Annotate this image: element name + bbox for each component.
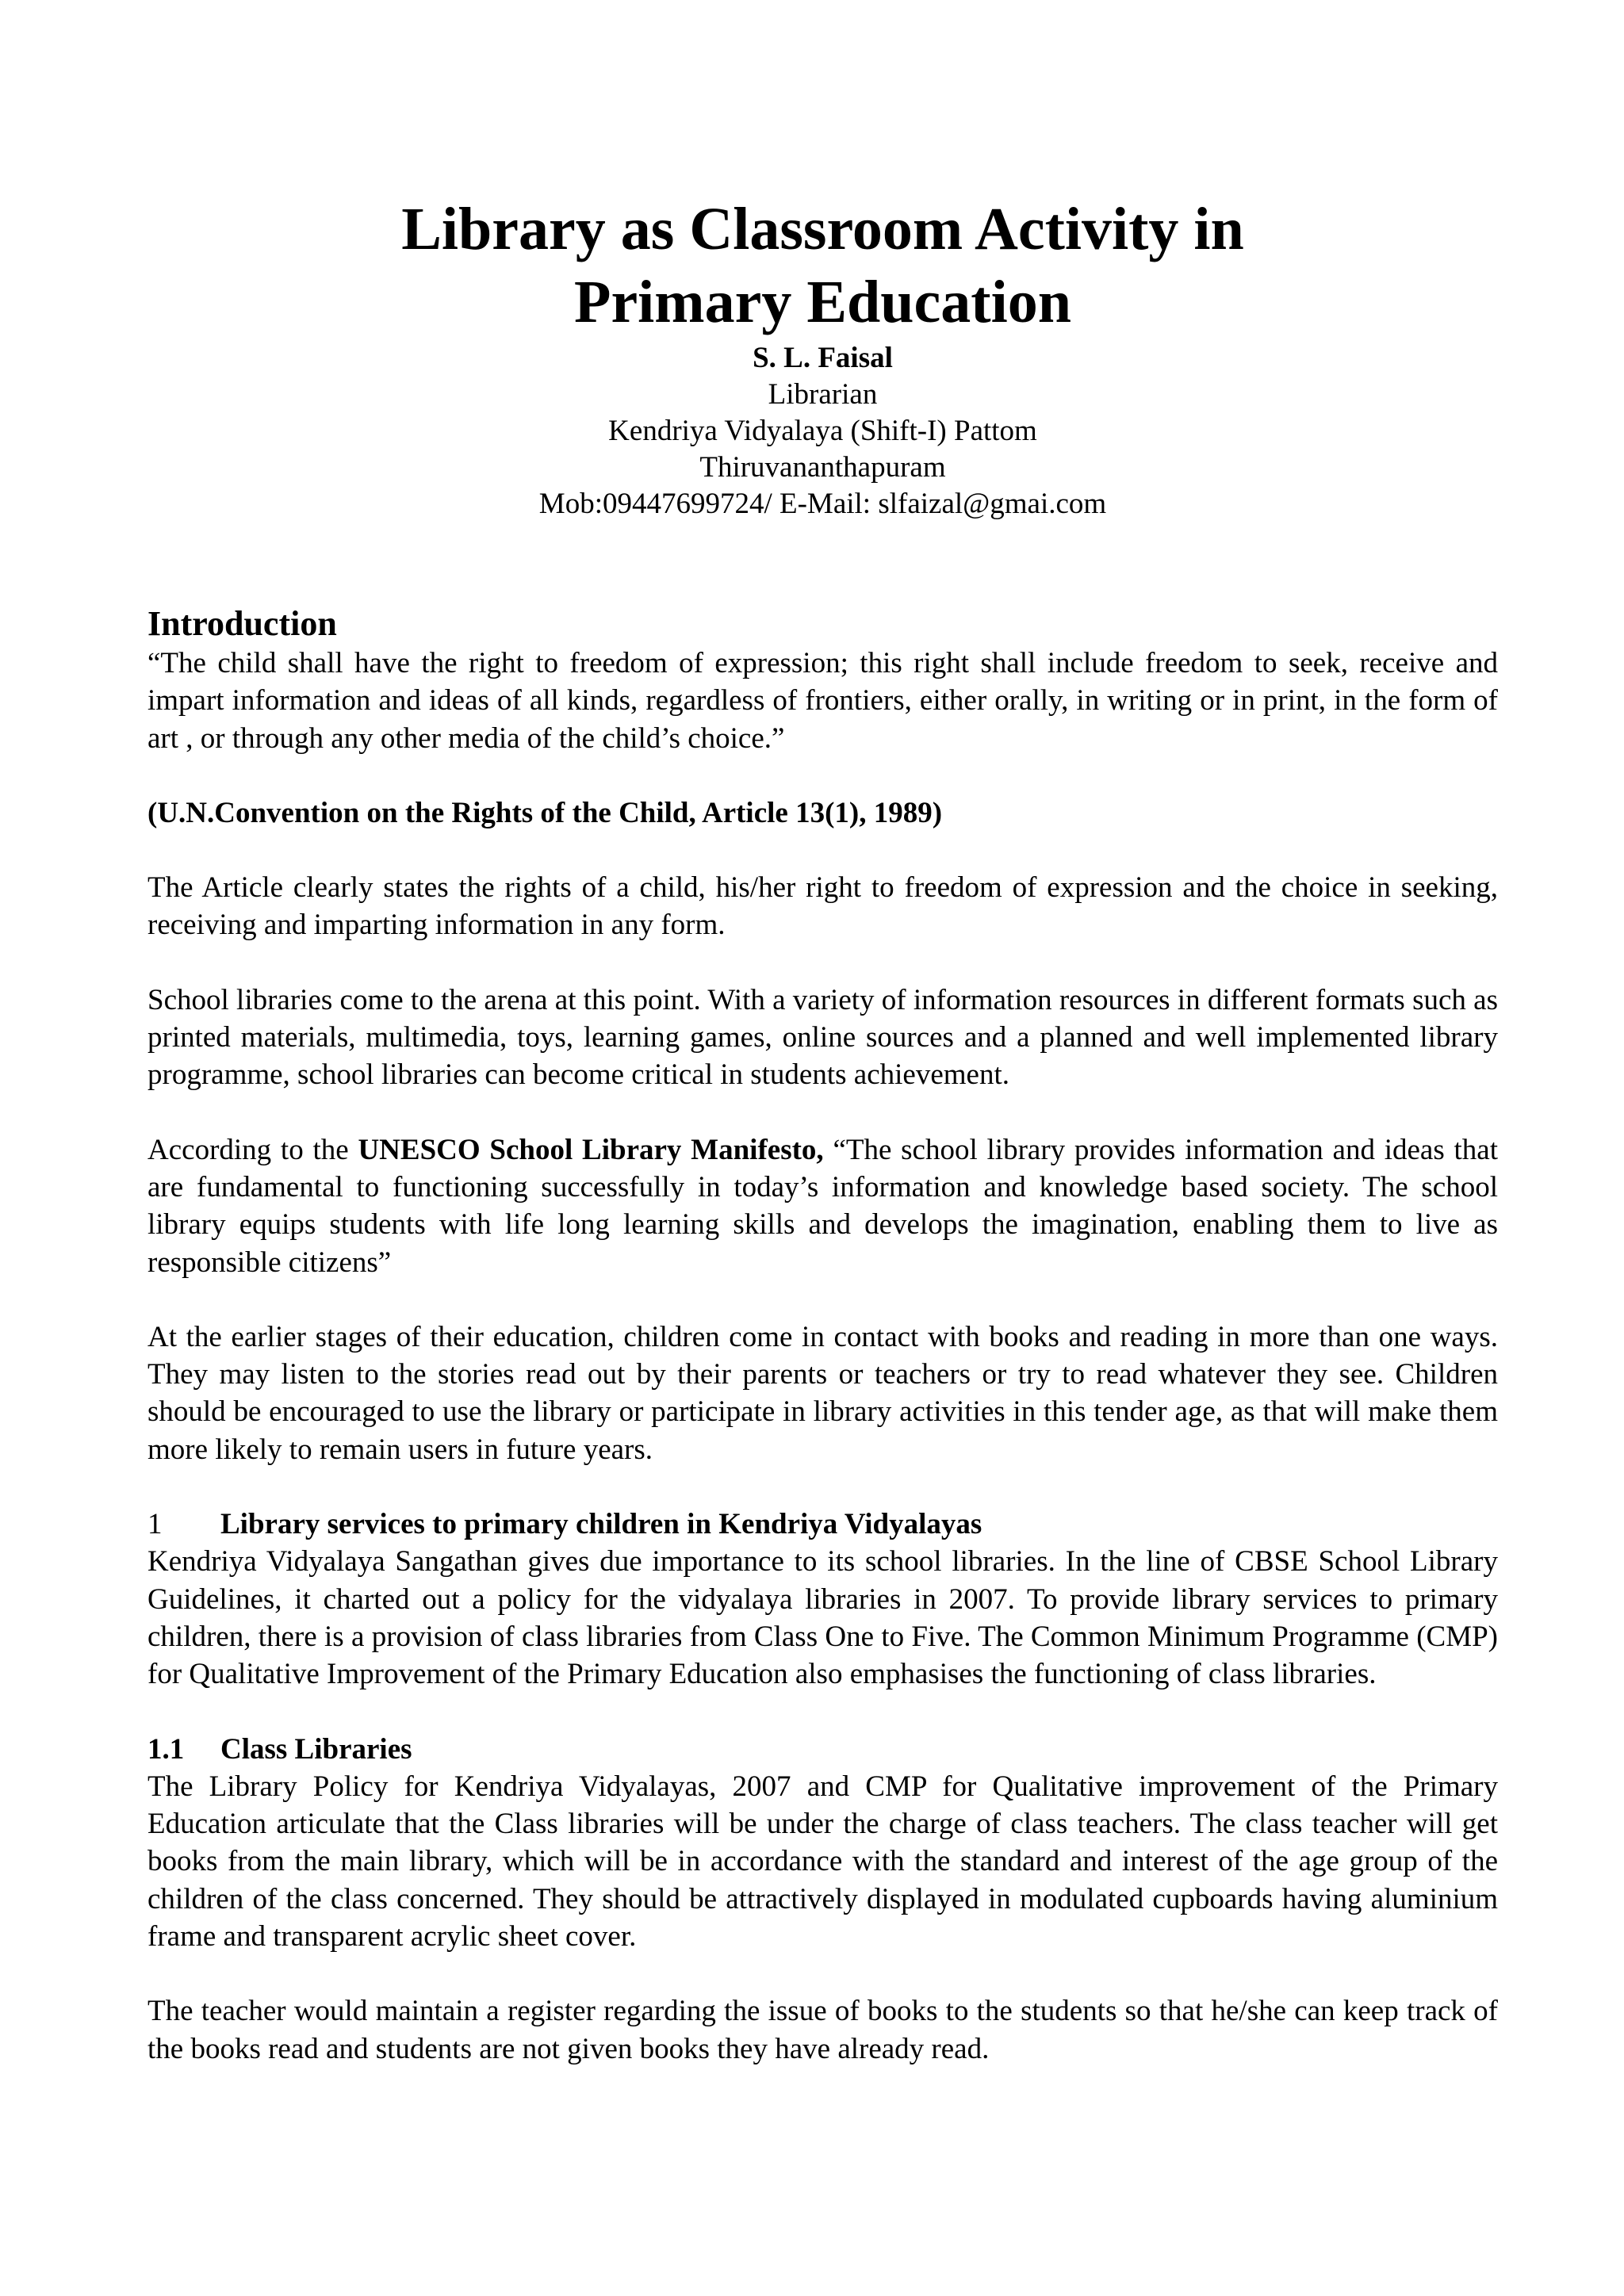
document-title (147, 193, 1498, 339)
author-contact: Mob:09447699724/ E-Mail: slfaizal@gmai.com (538, 488, 1107, 520)
introduction-paragraph-1: The Article clearly states the rights of a child, his/her right to freedom of expression and the choice in seeking, receiving and imparting information in any form. (147, 871, 1498, 942)
section-1-1-number: 1.1 (147, 1732, 185, 1766)
introduction-quote: “The child shall have the right to freedom of expression; this right shall include freedom to seek, receive and impart information and ideas of all kinds, regardless of frontiers, either orally, in writing or in print, in the form of art , or through any other media of the child’s choice.” (147, 647, 1498, 755)
title-line-2: Primary Education (574, 269, 1071, 335)
para3-rest: “The school library provides information and ideas that are fundamental to functioning successfully in today’s information and knowledge based society. The school library equips students with life long learning skills and develops the imagination, enabling them to live as responsible citizens” (147, 1133, 1499, 1279)
introduction-paragraph-2: School libraries come to the arena at this point. With a variety of information resources in different formats such as printed materials, multimedia, toys, learning games, online sources and a planned and well implemented library programme, school libraries can become critical in students achievement. (147, 983, 1498, 1092)
introduction-paragraph-3 (147, 1131, 1498, 1281)
section-1-1-heading (147, 1731, 1498, 1768)
section-1-heading (147, 1506, 1498, 1543)
section-1-number: 1 (147, 1508, 163, 1541)
author-city: Thiruvananthapuram (699, 451, 946, 484)
unesco-manifesto-reference: UNESCO School Library Manifesto, (358, 1133, 824, 1166)
quote-citation: (U.N.Convention on the Rights of the Child, Article 13(1), 1989) (147, 796, 943, 829)
section-1-title: Library services to primary children in Kendriya Vidyalayas (220, 1508, 982, 1541)
author-institution: Kendriya Vidyalaya (Shift-I) Pattom (608, 415, 1037, 447)
section-1-1-text-1: The Library Policy for Kendriya Vidyalayas, 2007 and CMP for Qualitative improvement of the Primary Education articulate that the Class libraries will be under the charge of class teachers. The class teacher will get books from the main library, which will be in accordance with the standard and interest of the age group of the children of the class concerned. They should be attractively displayed in modulated cupboards having aluminium frame and transparent acrylic sheet cover. (147, 1770, 1498, 1954)
title-line-1: Library as Classroom Activity in (401, 196, 1244, 262)
para3-prefix: According to the (147, 1133, 358, 1166)
section-1-text: Kendriya Vidyalaya Sangathan gives due importance to its school libraries. In the line of CBSE School Library Guidelines, it charted out a policy for the vidyalaya libraries in 2007. To provide library services to primary children, there is a provision of class libraries from Class One to Five. The Common Minimum Programme (CMP) for Qualitative Improvement of the Primary Education also emphasises the functioning of class libraries. (147, 1545, 1498, 1691)
section-1-1-title: Class Libraries (220, 1732, 412, 1766)
author-block (147, 340, 1498, 522)
introduction-paragraph-4: At the earlier stages of their education, children come in contact with books and reading in more than one ways. They may listen to the stories read out by their parents or teachers or try to read whatever they see. Children should be encouraged to use the library or participate in library activities in this tender age, as that will make them more likely to remain users in future years. (147, 1320, 1498, 1466)
section-1-1-text-2: The teacher would maintain a register regarding the issue of books to the students so that he/she can keep track of the books read and students are not given books they have already read. (147, 1995, 1498, 2065)
author-name: S. L. Faisal (753, 342, 893, 374)
author-role: Librarian (768, 378, 878, 411)
introduction-heading: Introduction (147, 604, 337, 643)
